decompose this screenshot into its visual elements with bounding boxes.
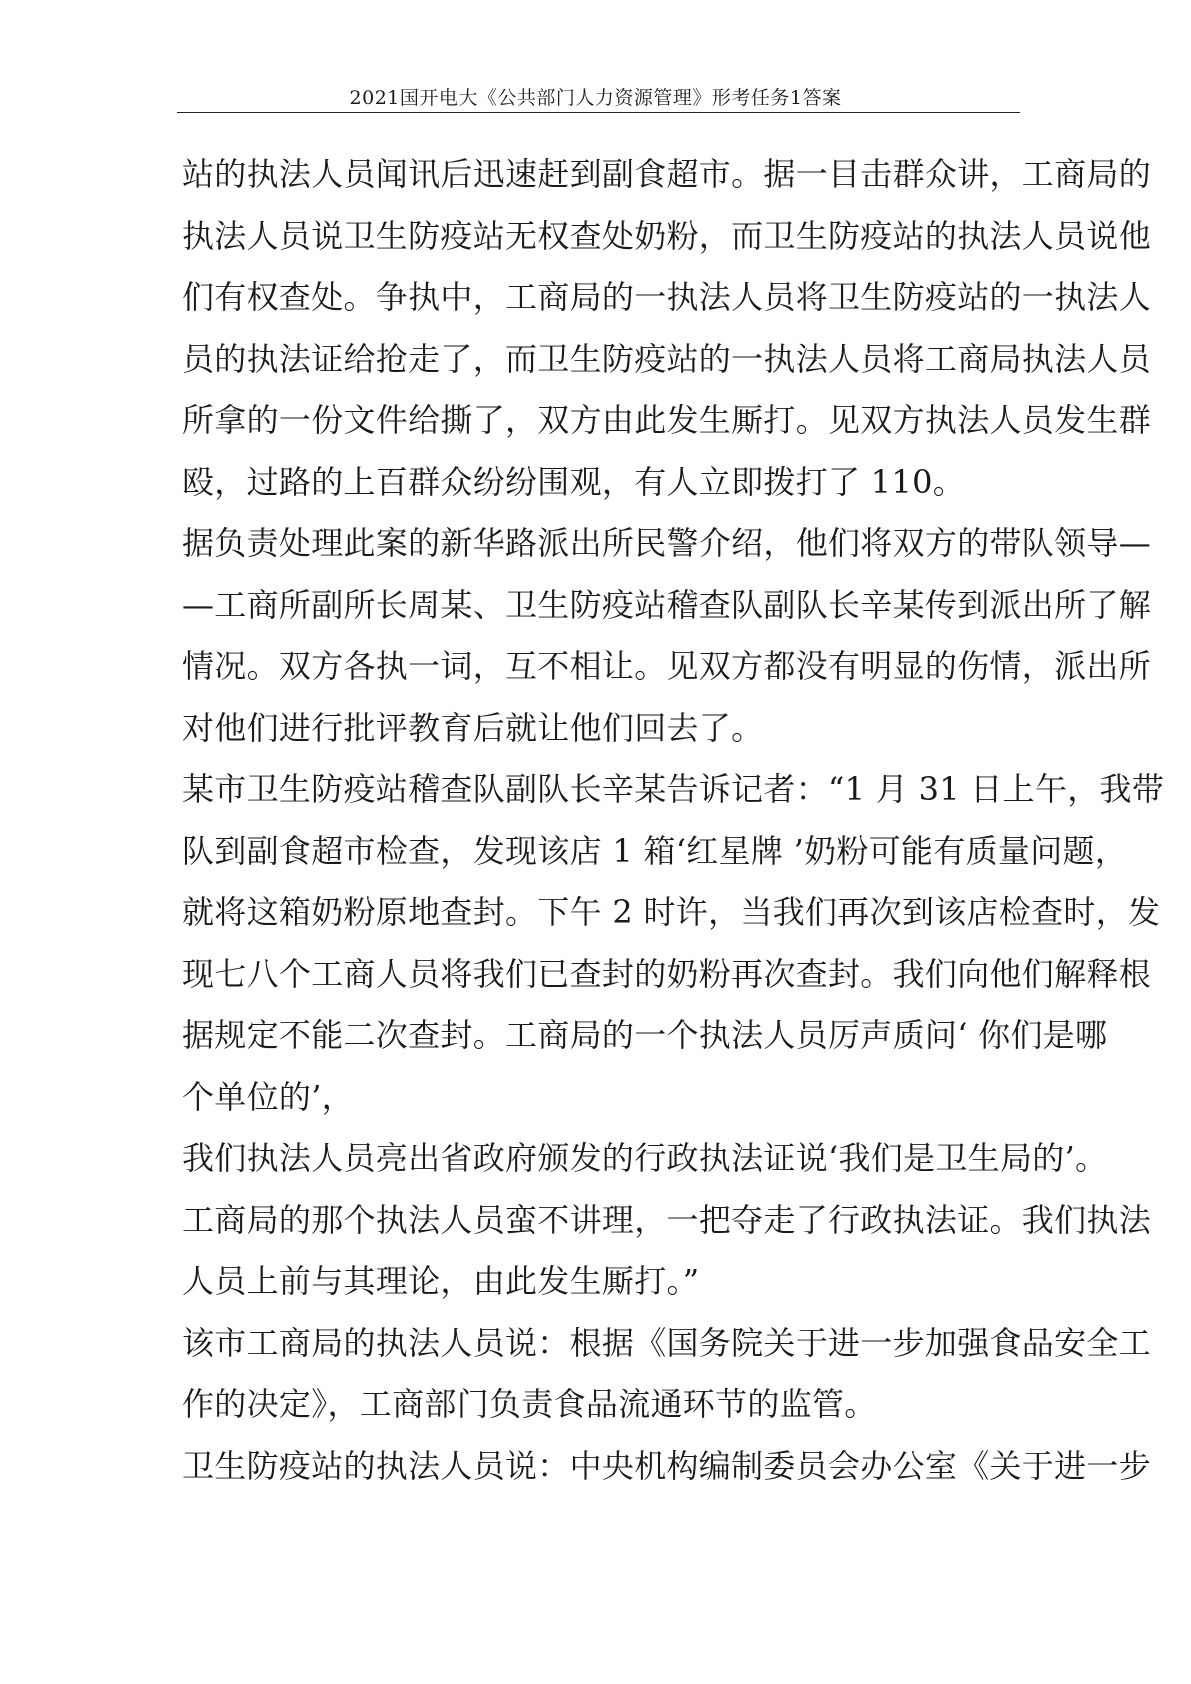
text-line: 们有权查处。争执中，工商局的一执法人员将卫生防疫站的一执法人	[182, 278, 1152, 316]
text-line: 情况。双方各执一词，互不相让。见双方都没有明显的伤情，派出所	[182, 647, 1152, 685]
text-line: 站的执法人员闻讯后迅速赶到副食超市。据一目击群众讲，工商局的	[182, 155, 1152, 193]
body-text	[182, 144, 1165, 1497]
text-line: 工商局的那个执法人员蛮不讲理，一把夺走了行政执法证。我们执法	[182, 1200, 1152, 1239]
text-line: 现七八个工商人员将我们已查封的奶粉再次查封。我们向他们解释根	[182, 954, 1152, 993]
running-header: 2021国开电大《公共部门人力资源管理》形考任务1答案	[349, 87, 842, 109]
text-line: 人员上前与其理论，由此发生厮打。”	[182, 1262, 700, 1300]
header-divider	[177, 112, 1020, 113]
text-line: 个单位的’，	[182, 1077, 354, 1116]
text-line: 我们执法人员亮出省政府颁发的行政执法证说‘我们是卫生局的’。	[182, 1139, 1108, 1177]
text-line: —工商所副所长周某、卫生防疫站稽查队副队长辛某传到派出所了解	[182, 585, 1152, 624]
text-line: 员的执法证给抢走了，而卫生防疫站的一执法人员将工商局执法人员	[182, 339, 1152, 378]
text-line: 据规定不能二次查封。工商局的一个执法人员厉声质问‘ 你们是哪	[182, 1016, 1108, 1054]
text-line: 执法人员说卫生防疫站无权查处奶粉，而卫生防疫站的执法人员说他	[182, 216, 1152, 255]
text-line: 所拿的一份文件给撕了，双方由此发生厮打。见双方执法人员发生群	[182, 401, 1152, 439]
text-line: 作的决定》，工商部门负责食品流通环节的监管。	[182, 1385, 877, 1423]
text-line: 该市工商局的执法人员说：根据《国务院关于进一步加强食品安全工	[182, 1323, 1152, 1362]
text-line: 卫生防疫站的执法人员说：中央机构编制委员会办公室《关于进一步	[182, 1446, 1152, 1485]
text-line: 殴，过路的上百群众纷纷围观，有人立即拨打了 110。	[182, 462, 966, 501]
text-line: 队到副食超市检查，发现该店 1 箱‘红星牌 ’奶粉可能有质量问题，	[182, 831, 1128, 870]
text-line: 某市卫生防疫站稽查队副队长辛某告诉记者：“1 月 31 日上午，我带	[182, 770, 1165, 808]
text-line: 就将这箱奶粉原地查封。下午 2 时许，当我们再次到该店检查时，发	[182, 893, 1161, 931]
text-line: 据负责处理此案的新华路派出所民警介绍，他们将双方的带队领导—	[182, 524, 1152, 562]
text-line: 对他们进行批评教育后就让他们回去了。	[182, 708, 764, 747]
